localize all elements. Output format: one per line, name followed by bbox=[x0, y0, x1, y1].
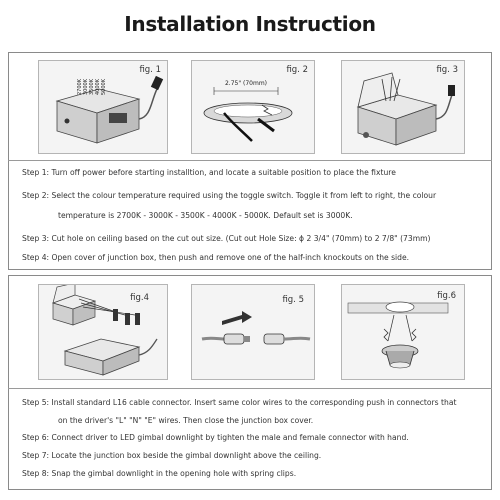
figure-5-label: fig. 5 bbox=[282, 295, 304, 305]
figure-1-label: fig. 1 bbox=[139, 65, 161, 75]
temp-label: 2700K bbox=[77, 78, 83, 95]
step-7: Step 7: Locate the junction box beside the gimbal downlight above the ceiling. bbox=[22, 451, 322, 460]
step-2-continued: temperature is 2700K - 3000K - 3500K - 4000K - 5000K. Default set is 3000K. bbox=[58, 211, 353, 220]
temp-label: 5000K bbox=[101, 78, 107, 95]
temp-label: 3000K bbox=[83, 78, 89, 95]
connector-join-illustration bbox=[192, 285, 315, 380]
figure-6-label: fig.6 bbox=[437, 291, 456, 301]
connector-driver-illustration bbox=[39, 285, 168, 380]
gimbal-downlight-install-illustration bbox=[342, 285, 465, 380]
steps-group-2 bbox=[8, 388, 492, 490]
steps-group-1 bbox=[8, 160, 492, 270]
step-6: Step 6: Connect driver to LED gimbal downlight by tighten the male and female connector with hand. bbox=[22, 433, 409, 442]
page-title: Installation Instruction bbox=[124, 12, 376, 36]
step-4: Step 4: Open cover of junction box, then push and remove one of the half-inch knockouts on the side. bbox=[22, 253, 410, 262]
figure-3 bbox=[341, 60, 465, 154]
figure-6 bbox=[341, 284, 465, 380]
figure-2 bbox=[191, 60, 315, 154]
figure-1 bbox=[38, 60, 168, 154]
figure-3-label: fig. 3 bbox=[436, 65, 458, 75]
figure-4 bbox=[38, 284, 168, 380]
step-3: Step 3: Cut hole on ceiling based on the cut out size. (Cut out Hole Size: ϕ 2 3/4" (70mm) to 2 7/8" (73mm) bbox=[22, 234, 431, 243]
figure-2-label: fig. 2 bbox=[286, 65, 308, 75]
temp-label: 3500K bbox=[89, 78, 95, 95]
temp-label: 4000K bbox=[95, 78, 101, 95]
step-8: Step 8: Snap the gimbal downlight in the opening hole with spring clips. bbox=[22, 469, 297, 478]
figure-5 bbox=[191, 284, 315, 380]
step-5-continued: on the driver's "L" "N" "E" wires. Then close the junction box cover. bbox=[58, 416, 314, 425]
junction-box-toggle-illustration bbox=[39, 61, 168, 154]
step-5: Step 5: Install standard L16 cable connector. Insert same color wires to the corresponding push in connectors that bbox=[22, 398, 457, 407]
ceiling-cutout-illustration bbox=[192, 61, 315, 154]
cutout-dimension: 2.75" (70mm) bbox=[224, 80, 268, 87]
step-2: Step 2: Select the colour temperature required using the toggle switch. Toggle it from left to right, the colour bbox=[22, 191, 437, 200]
figure-4-label: fig.4 bbox=[130, 293, 149, 303]
step-1: Step 1: Turn off power before starting installtion, and locate a suitable position to place the fixture bbox=[22, 168, 396, 177]
open-junction-box-illustration bbox=[342, 61, 465, 154]
